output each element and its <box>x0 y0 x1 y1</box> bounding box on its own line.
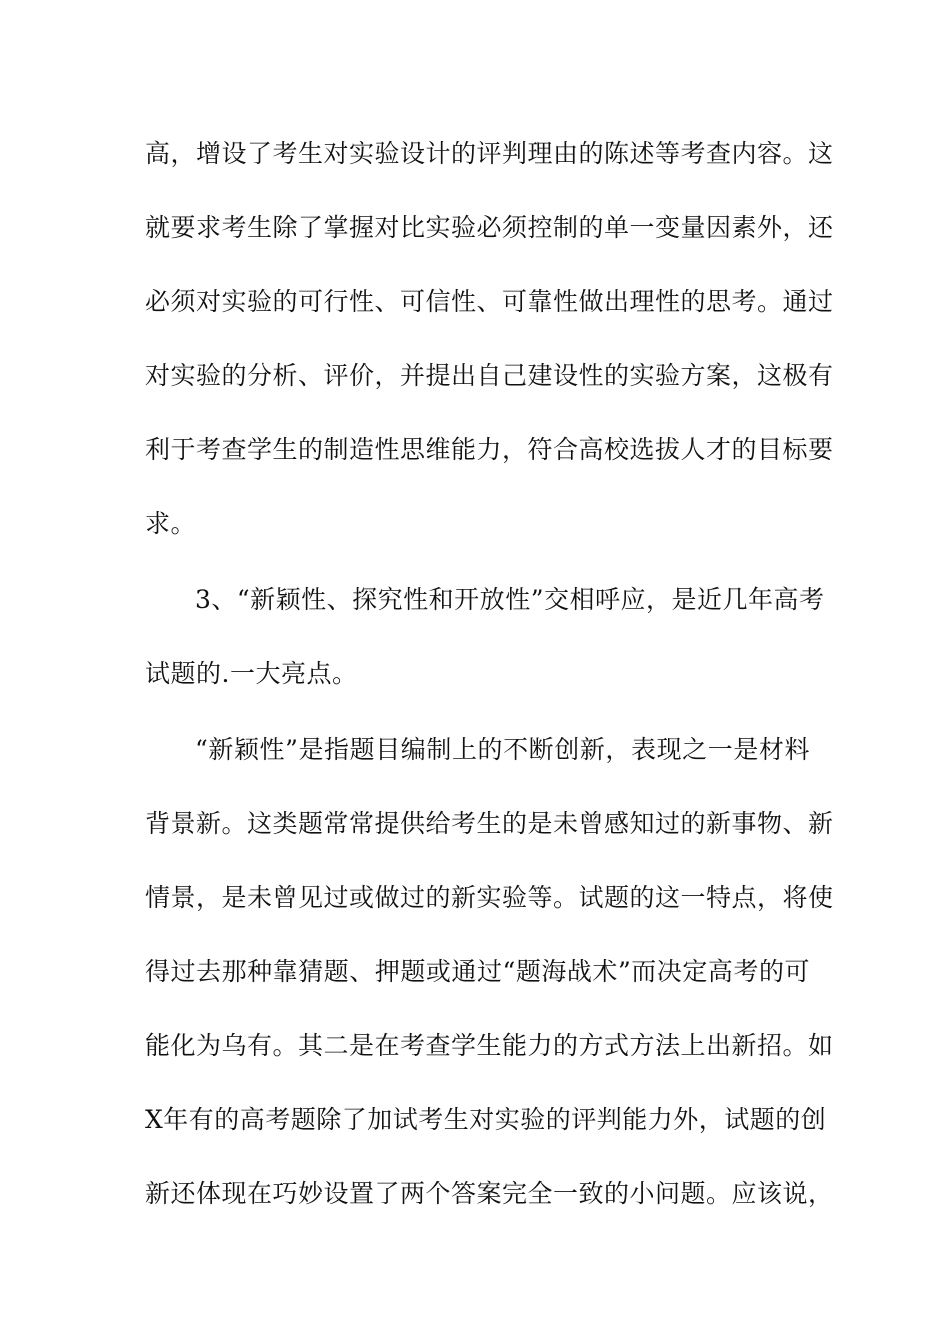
text-line: 背景新。这类题常常提供给考生的是未曾感知过的新事物、新 <box>145 809 834 838</box>
text-line: 情景，是未曾见过或做过的新实验等。试题的这一特点，将使 <box>145 883 834 912</box>
text-line: 利于考查学生的制造性思维能力，符合高校选拔人才的目标要 <box>145 435 834 464</box>
paragraph-heading-line: 3、“新颖性、探究性和开放性”交相呼应，是近几年高考 <box>195 585 825 614</box>
text-line: 能化为乌有。其二是在考查学生能力的方式方法上出新招。如 <box>145 1031 834 1060</box>
paragraph-first-line: “新颖性”是指题目编制上的不断创新，表现之一是材料 <box>195 735 810 764</box>
text-line: 高，增设了考生对实验设计的评判理由的陈述等考查内容。这 <box>145 139 834 168</box>
text-line: X年有的高考题除了加试考生对实验的评判能力外，试题的创 <box>145 1105 827 1134</box>
text-line: 求。 <box>145 509 197 538</box>
text-line: 得过去那种靠猜题、押题或通过“题海战术”而决定高考的可 <box>145 957 810 986</box>
text-line: 新还体现在巧妙设置了两个答案完全一致的小问题。应该说， <box>145 1179 834 1208</box>
text-line: 对实验的分析、评价，并提出自己建设性的实验方案，这极有 <box>145 361 834 390</box>
text-line: 试题的.一大亮点。 <box>145 659 358 688</box>
text-line: 就要求考生除了掌握对比实验必须控制的单一变量因素外，还 <box>145 213 834 242</box>
text-line: 必须对实验的可行性、可信性、可靠性做出理性的思考。通过 <box>145 287 834 316</box>
